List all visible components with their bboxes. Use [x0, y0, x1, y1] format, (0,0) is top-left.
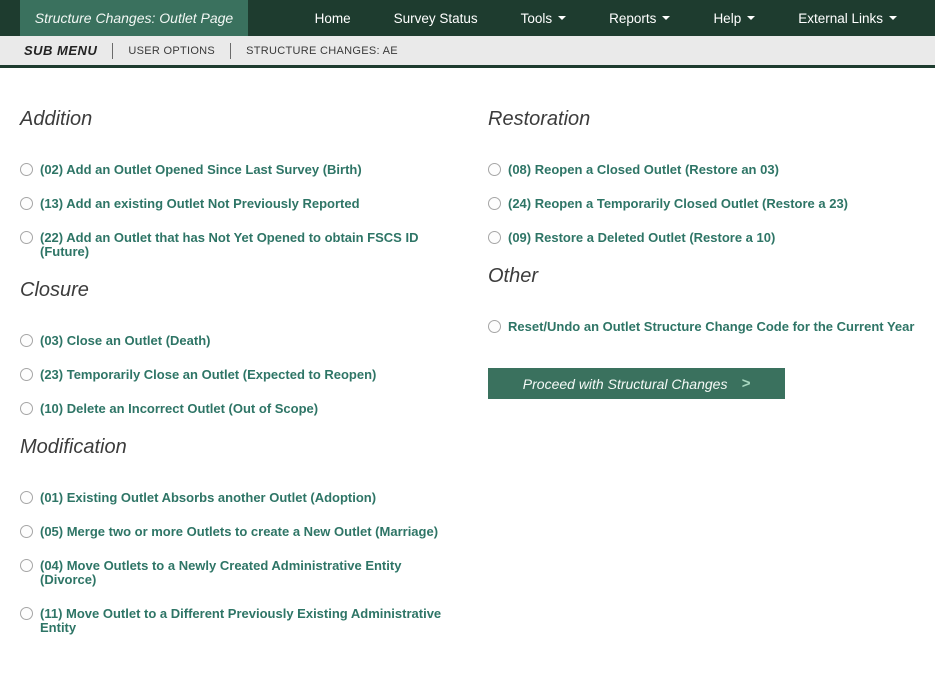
radio-option-10[interactable]: [20, 402, 488, 416]
nav-item-label: Reports: [609, 10, 657, 26]
radio-option-label[interactable]: (13) Add an existing Outlet Not Previously Reported: [40, 196, 360, 211]
radio-option-label[interactable]: (10) Delete an Incorrect Outlet (Out of Scope): [40, 401, 319, 416]
caret-down-icon: [889, 16, 897, 20]
radio-option-label[interactable]: (22) Add an Outlet that has Not Yet Opened to obtain FSCS ID (Future): [40, 230, 419, 259]
section-other: [488, 265, 935, 334]
caret-down-icon: [558, 16, 566, 20]
caret-down-icon: [747, 16, 755, 20]
submenu-item-user-options[interactable]: USER OPTIONS: [128, 44, 216, 57]
radio-option-label[interactable]: (04) Move Outlets to a Newly Created Administrative Entity (Divorce): [40, 558, 402, 587]
nav-item-label: Help: [713, 10, 742, 26]
section-addition: [20, 108, 488, 259]
radio-option-24[interactable]: [488, 197, 935, 211]
radio-button[interactable]: [20, 368, 33, 381]
caret-down-icon: [662, 16, 670, 20]
radio-button[interactable]: [20, 559, 33, 572]
radio-option-label[interactable]: (03) Close an Outlet (Death): [40, 333, 211, 348]
page-title: Structure Changes: Outlet Page: [20, 0, 248, 36]
radio-option-label[interactable]: (24) Reopen a Temporarily Closed Outlet (Restore a 23): [508, 196, 849, 211]
section-modification: [20, 436, 488, 635]
structure-change-form: [0, 68, 935, 655]
radio-option-02[interactable]: [20, 163, 488, 177]
radio-option-label[interactable]: (05) Merge two or more Outlets to create a New Outlet (Marriage): [40, 524, 439, 539]
radio-button[interactable]: [488, 320, 501, 333]
radio-option-11[interactable]: [20, 607, 488, 635]
radio-button[interactable]: [20, 607, 33, 620]
nav-item-label: External Links: [798, 10, 883, 26]
radio-option-04[interactable]: [20, 559, 488, 587]
section-heading: Addition: [20, 108, 93, 130]
radio-button[interactable]: [488, 197, 501, 210]
nav-item-label: Home: [314, 10, 351, 26]
proceed-button[interactable]: [488, 368, 785, 399]
nav-item-survey-status[interactable]: [394, 11, 478, 26]
radio-option-label[interactable]: (23) Temporarily Close an Outlet (Expected to Reopen): [40, 367, 377, 382]
nav-item-home[interactable]: [315, 11, 351, 26]
radio-option-09[interactable]: [488, 231, 935, 245]
section-restoration: [488, 108, 935, 245]
radio-option-label[interactable]: (08) Reopen a Closed Outlet (Restore an 03): [508, 162, 779, 177]
radio-button[interactable]: [20, 231, 33, 244]
section-heading: Restoration: [488, 108, 591, 130]
section-heading: Modification: [20, 436, 127, 458]
submenu-title: SUB MENU: [24, 43, 98, 58]
radio-button[interactable]: [20, 491, 33, 504]
radio-button[interactable]: [20, 525, 33, 538]
right-column: [488, 108, 935, 655]
radio-option-label[interactable]: (02) Add an Outlet Opened Since Last Survey (Birth): [40, 162, 362, 177]
radio-option-05[interactable]: [20, 525, 488, 539]
radio-option-label[interactable]: (11) Move Outlet to a Different Previously Existing Administrative Entity: [40, 606, 442, 635]
radio-option-03[interactable]: [20, 334, 488, 348]
top-header-bar: [0, 0, 935, 36]
divider: [112, 43, 113, 59]
radio-button[interactable]: [488, 163, 501, 176]
sub-menu-bar: [0, 36, 935, 68]
breadcrumb: STRUCTURE CHANGES: AE: [246, 44, 398, 57]
radio-button[interactable]: [488, 231, 501, 244]
section-closure: [20, 279, 488, 416]
nav-item-external-links[interactable]: [798, 11, 897, 26]
nav-item-reports[interactable]: [609, 11, 670, 26]
radio-option-label[interactable]: (09) Restore a Deleted Outlet (Restore a 10): [508, 230, 776, 245]
nav-item-label: Survey Status: [393, 10, 478, 26]
radio-option-13[interactable]: [20, 197, 488, 211]
nav-item-label: Tools: [520, 10, 553, 26]
radio-option-22[interactable]: [20, 231, 488, 259]
radio-option-08[interactable]: [488, 163, 935, 177]
radio-option-reset-undo[interactable]: [488, 320, 935, 334]
radio-option-label[interactable]: (01) Existing Outlet Absorbs another Outlet (Adoption): [40, 490, 377, 505]
radio-option-label[interactable]: Reset/Undo an Outlet Structure Change Code for the Current Year: [508, 319, 915, 334]
proceed-button-label: Proceed with Structural Changes: [522, 375, 728, 392]
radio-button[interactable]: [20, 334, 33, 347]
radio-option-01[interactable]: [20, 491, 488, 505]
section-heading: Other: [488, 265, 539, 287]
section-heading: Closure: [20, 279, 89, 301]
main-nav: [315, 0, 935, 36]
radio-button[interactable]: [20, 163, 33, 176]
radio-option-23[interactable]: [20, 368, 488, 382]
left-column: [20, 108, 488, 655]
divider: [230, 43, 231, 59]
nav-item-help[interactable]: [713, 11, 755, 26]
arrow-right-icon: >: [741, 375, 751, 392]
nav-item-tools[interactable]: [521, 11, 567, 26]
radio-button[interactable]: [20, 197, 33, 210]
radio-button[interactable]: [20, 402, 33, 415]
